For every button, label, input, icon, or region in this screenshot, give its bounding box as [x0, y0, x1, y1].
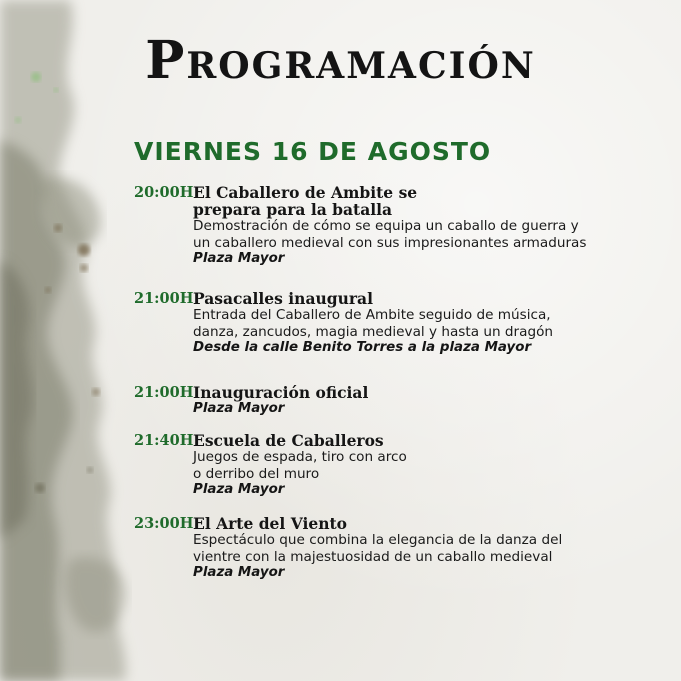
event-time: 21:00H	[134, 384, 194, 401]
watercolor-decoration	[0, 0, 200, 681]
event-place: Plaza Mayor	[193, 565, 285, 580]
day-heading: VIERNES 16 DE AGOSTO	[134, 137, 492, 166]
event-body	[193, 515, 663, 582]
event-description	[193, 218, 663, 251]
page-title: Programación	[145, 30, 536, 91]
event-body	[193, 184, 663, 268]
event-title	[193, 290, 663, 307]
event-title-line: Pasacalles inaugural	[193, 289, 373, 308]
event-body	[193, 432, 663, 499]
event-place: Plaza Mayor	[193, 401, 285, 416]
event-place: Desde la calle Benito Torres a la plaza Mayor	[193, 340, 532, 355]
event-time: 21:00H	[134, 290, 194, 307]
event-description-line: Espectáculo que combina la elegancia de la danza del	[193, 532, 563, 548]
event-description-line: danza, zancudos, magia medieval y hasta un dragón	[193, 323, 554, 340]
event-time: 21:40H	[134, 432, 194, 449]
event-description-line: Juegos de espada, tiro con arco	[193, 449, 407, 465]
event-title	[193, 432, 663, 449]
event-title	[193, 384, 663, 401]
event-title-line: Escuela de Caballeros	[193, 431, 384, 450]
event-title-line: prepara para la batalla	[193, 200, 393, 219]
event-body	[193, 290, 663, 357]
event-title-line: El Caballero de Ambite se	[193, 183, 418, 202]
event-description-line: Demostración de cómo se equipa un caballo de guerra y	[193, 218, 579, 234]
event-description	[193, 449, 663, 482]
event-title	[193, 184, 663, 218]
event-place: Plaza Mayor	[193, 251, 285, 266]
event-description-line: Entrada del Caballero de Ambite seguido de música,	[193, 307, 551, 323]
event-description	[193, 307, 663, 340]
event-time: 20:00H	[134, 184, 194, 201]
event-title-line: El Arte del Viento	[193, 514, 347, 533]
event-description-line: o derribo del muro	[193, 465, 320, 482]
event-title-line: Inauguración oficial	[193, 383, 369, 402]
event-description	[193, 532, 663, 565]
event-title	[193, 515, 663, 532]
event-place: Plaza Mayor	[193, 482, 285, 497]
event-time: 23:00H	[134, 515, 194, 532]
event-description-line: vientre con la majestuosidad de un caballo medieval	[193, 548, 553, 565]
event-description-line: un caballero medieval con sus impresionantes armaduras	[193, 234, 587, 251]
event-body	[193, 384, 663, 418]
